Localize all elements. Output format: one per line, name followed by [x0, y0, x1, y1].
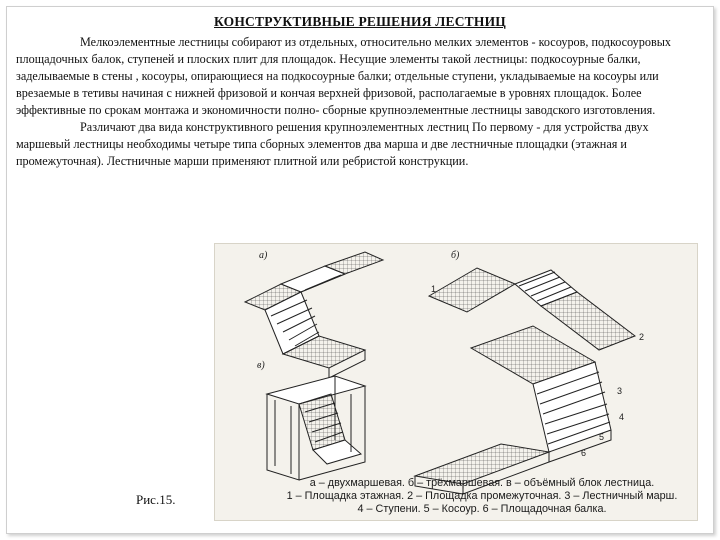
body-text: [16, 34, 688, 170]
caption-line-3: 4 – Ступени. 5 – Косоур. 6 – Площадочная балка.: [357, 503, 607, 515]
staircase-figure: [214, 243, 698, 521]
num-4: 4: [619, 412, 625, 422]
drawing-b: [415, 250, 644, 494]
paragraph-2: Различают два вида конструктивного решения крупноэлементных лестниц По первому - для устройства двух маршевый лестницы необходимы четыре типа сборных элементов два марша и две лестничные площадки (этажная и промежуточная). Лестничные марши применяют плитной или ребристой конструкции.: [16, 120, 649, 168]
page-title: КОНСТРУКТИВНЫЕ РЕШЕНИЯ ЛЕСТНИЦ: [214, 14, 506, 29]
num-6: 6: [581, 448, 587, 458]
drawing-a: [245, 250, 383, 378]
figure-caption: [277, 477, 687, 516]
num-3: 3: [617, 386, 623, 396]
num-2: 2: [639, 332, 645, 342]
label-a: а): [259, 250, 268, 261]
label-b: б): [451, 250, 460, 261]
label-v: в): [257, 360, 265, 371]
figure-reference: Рис.15.: [136, 492, 176, 507]
num-1: 1: [431, 284, 437, 294]
num-5: 5: [599, 432, 605, 442]
caption-line-2: 1 – Площадка этажная. 2 – Площадка промежуточная. 3 – Лестничный марш.: [286, 490, 678, 502]
caption-line-1: а – двухмаршевая. б – трёхмаршевая. в – объёмный блок лестница.: [309, 477, 655, 489]
drawing-v: [257, 360, 365, 480]
paragraph-1: Мелкоэлементные лестницы собирают из отдельных, относительно мелких элементов - косоуров, подкосоуровых площадочных балок, ступеней и плоских плит для площадок. Несущие элементы такой лестницы: подкосоурные балки, заделываемые в стены , косоуры, опирающиеся на подкосоурные балки; отдельные ступени, укладываемые на косоуры или врезаемые в тетивы начиная с нижней фризовой и кончая верхней фризовой, располагаемые в уровнях площадок. Более эффективные по срокам монтажа и экономичности полно- сборные крупноэлементные лестницы заводского изготовления.: [16, 35, 671, 117]
